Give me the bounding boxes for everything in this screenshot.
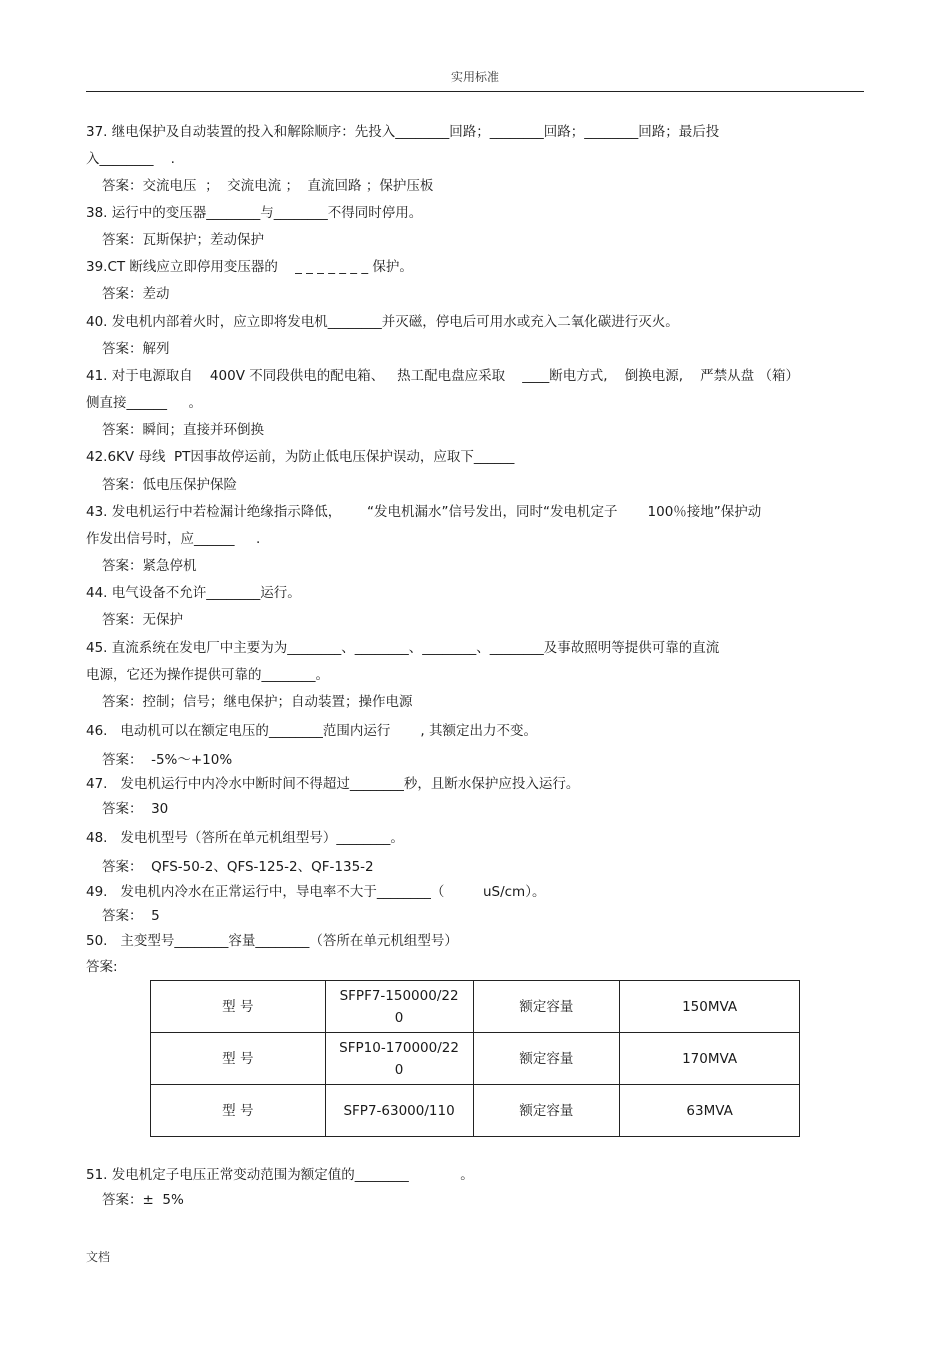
question-46: 46. 电动机可以在额定电压的________范围内运行 , 其额定出力不变。 [86, 723, 537, 739]
table-row [151, 1033, 800, 1085]
answer-49: 答案： 5 [102, 908, 160, 924]
answer-46: 答案： -5%～+10% [102, 752, 233, 768]
question-48: 48. 发电机型号（答所在单元机组型号）________。 [86, 830, 404, 846]
question-50: 50. 主变型号________容量________（答所在单元机组型号） [86, 933, 458, 949]
question-45-line-1: 45. 直流系统在发电厂中主要为为________、________、________、________及事故照明等提供可靠的直流 [86, 640, 720, 656]
model-value-line-1: SFP10-170000/22 [339, 1039, 459, 1056]
capacity-value-cell: 170MVA [620, 1033, 800, 1085]
answer-45: 答案：控制；信号；继电保护；自动装置；操作电源 [102, 694, 413, 710]
model-value-cell [325, 981, 473, 1033]
question-41-line-2: 侧直接______ 。 [86, 395, 202, 411]
answer-41: 答案：瞬间；直接并环倒换 [102, 422, 264, 438]
question-49: 49. 发电机内冷水在正常运行中，导电率不大于________（ uS/cm）。 [86, 884, 546, 900]
question-47: 47. 发电机运行中内冷水中断时间不得超过________秒，且断水保护应投入运行。 [86, 776, 580, 792]
answer-44: 答案：无保护 [102, 612, 183, 628]
answer-50-label: 答案: [86, 959, 118, 975]
capacity-value-cell: 150MVA [620, 981, 800, 1033]
question-39: 39.CT 断线应立即停用变压器的 _ _ _ _ _ _ _ 保护。 [86, 259, 413, 275]
model-label-cell: 型 号 [151, 1085, 326, 1137]
transformer-spec-table [150, 980, 800, 1137]
table-row [151, 981, 800, 1033]
question-43-line-1: 43. 发电机运行中若检漏计绝缘指示降低， “发电机漏水”信号发出，同时“发电机定子 100％接地”保护动 [86, 504, 762, 520]
capacity-value-cell: 63MVA [620, 1085, 800, 1137]
question-45-line-2: 电源，它还为操作提供可靠的________。 [86, 667, 329, 683]
table-row [151, 1085, 800, 1137]
answer-43: 答案：紧急停机 [102, 558, 197, 574]
question-38: 38. 运行中的变压器________与________不得同时停用。 [86, 205, 423, 221]
model-label-cell: 型 号 [151, 981, 326, 1033]
answer-42: 答案：低电压保护保险 [102, 477, 237, 493]
model-label-cell: 型 号 [151, 1033, 326, 1085]
answer-39: 答案：差动 [102, 286, 170, 302]
model-value-cell: SFP7-63000/110 [325, 1085, 473, 1137]
capacity-label-cell: 额定容量 [473, 981, 620, 1033]
page-footer: 文档 [86, 1250, 111, 1264]
page-header: 实用标准 [450, 70, 499, 84]
answer-38: 答案：瓦斯保护；差动保护 [102, 232, 264, 248]
answer-47: 答案： 30 [102, 801, 169, 817]
model-value-line-1: SFPF7-150000/22 [339, 987, 459, 1004]
answer-40: 答案：解列 [102, 341, 170, 357]
question-37-line-2: 入________ . [86, 151, 175, 167]
answer-48: 答案： QFS-50-2、QFS-125-2、QF-135-2 [102, 859, 374, 875]
model-value-line-2: 0 [394, 1061, 404, 1078]
answer-37: 答案：交流电压 ； 交流电流 ； 直流回路 ；保护压板 [102, 178, 434, 194]
question-44: 44. 电气设备不允许________运行。 [86, 585, 301, 601]
question-43-line-2: 作发出信号时，应______ . [86, 531, 261, 547]
question-37-line-1: 37. 继电保护及自动装置的投入和解除顺序：先投入________回路；________回路；________回路；最后投 [86, 124, 720, 140]
model-value-line-2: 0 [394, 1009, 404, 1026]
capacity-label-cell: 额定容量 [473, 1085, 620, 1137]
header-divider [86, 91, 864, 92]
model-value-cell [325, 1033, 473, 1085]
question-41-line-1: 41. 对于电源取自 400V 不同段供电的配电箱、 热工配电盘应采取 ____断电方式, 倒换电源, 严禁从盘 （箱） [86, 368, 799, 384]
question-51: 51. 发电机定子电压正常变动范围为额定值的________ 。 [86, 1167, 474, 1183]
answer-51: 答案：± 5% [102, 1192, 184, 1208]
question-40: 40. 发电机内部着火时，应立即将发电机________并灭磁，停电后可用水或充入二氧化碳进行灭火。 [86, 314, 679, 330]
capacity-label-cell: 额定容量 [473, 1033, 620, 1085]
question-42: 42.6KV 母线 PT因事故停运前，为防止低电压保护误动，应取下______ [86, 449, 515, 465]
